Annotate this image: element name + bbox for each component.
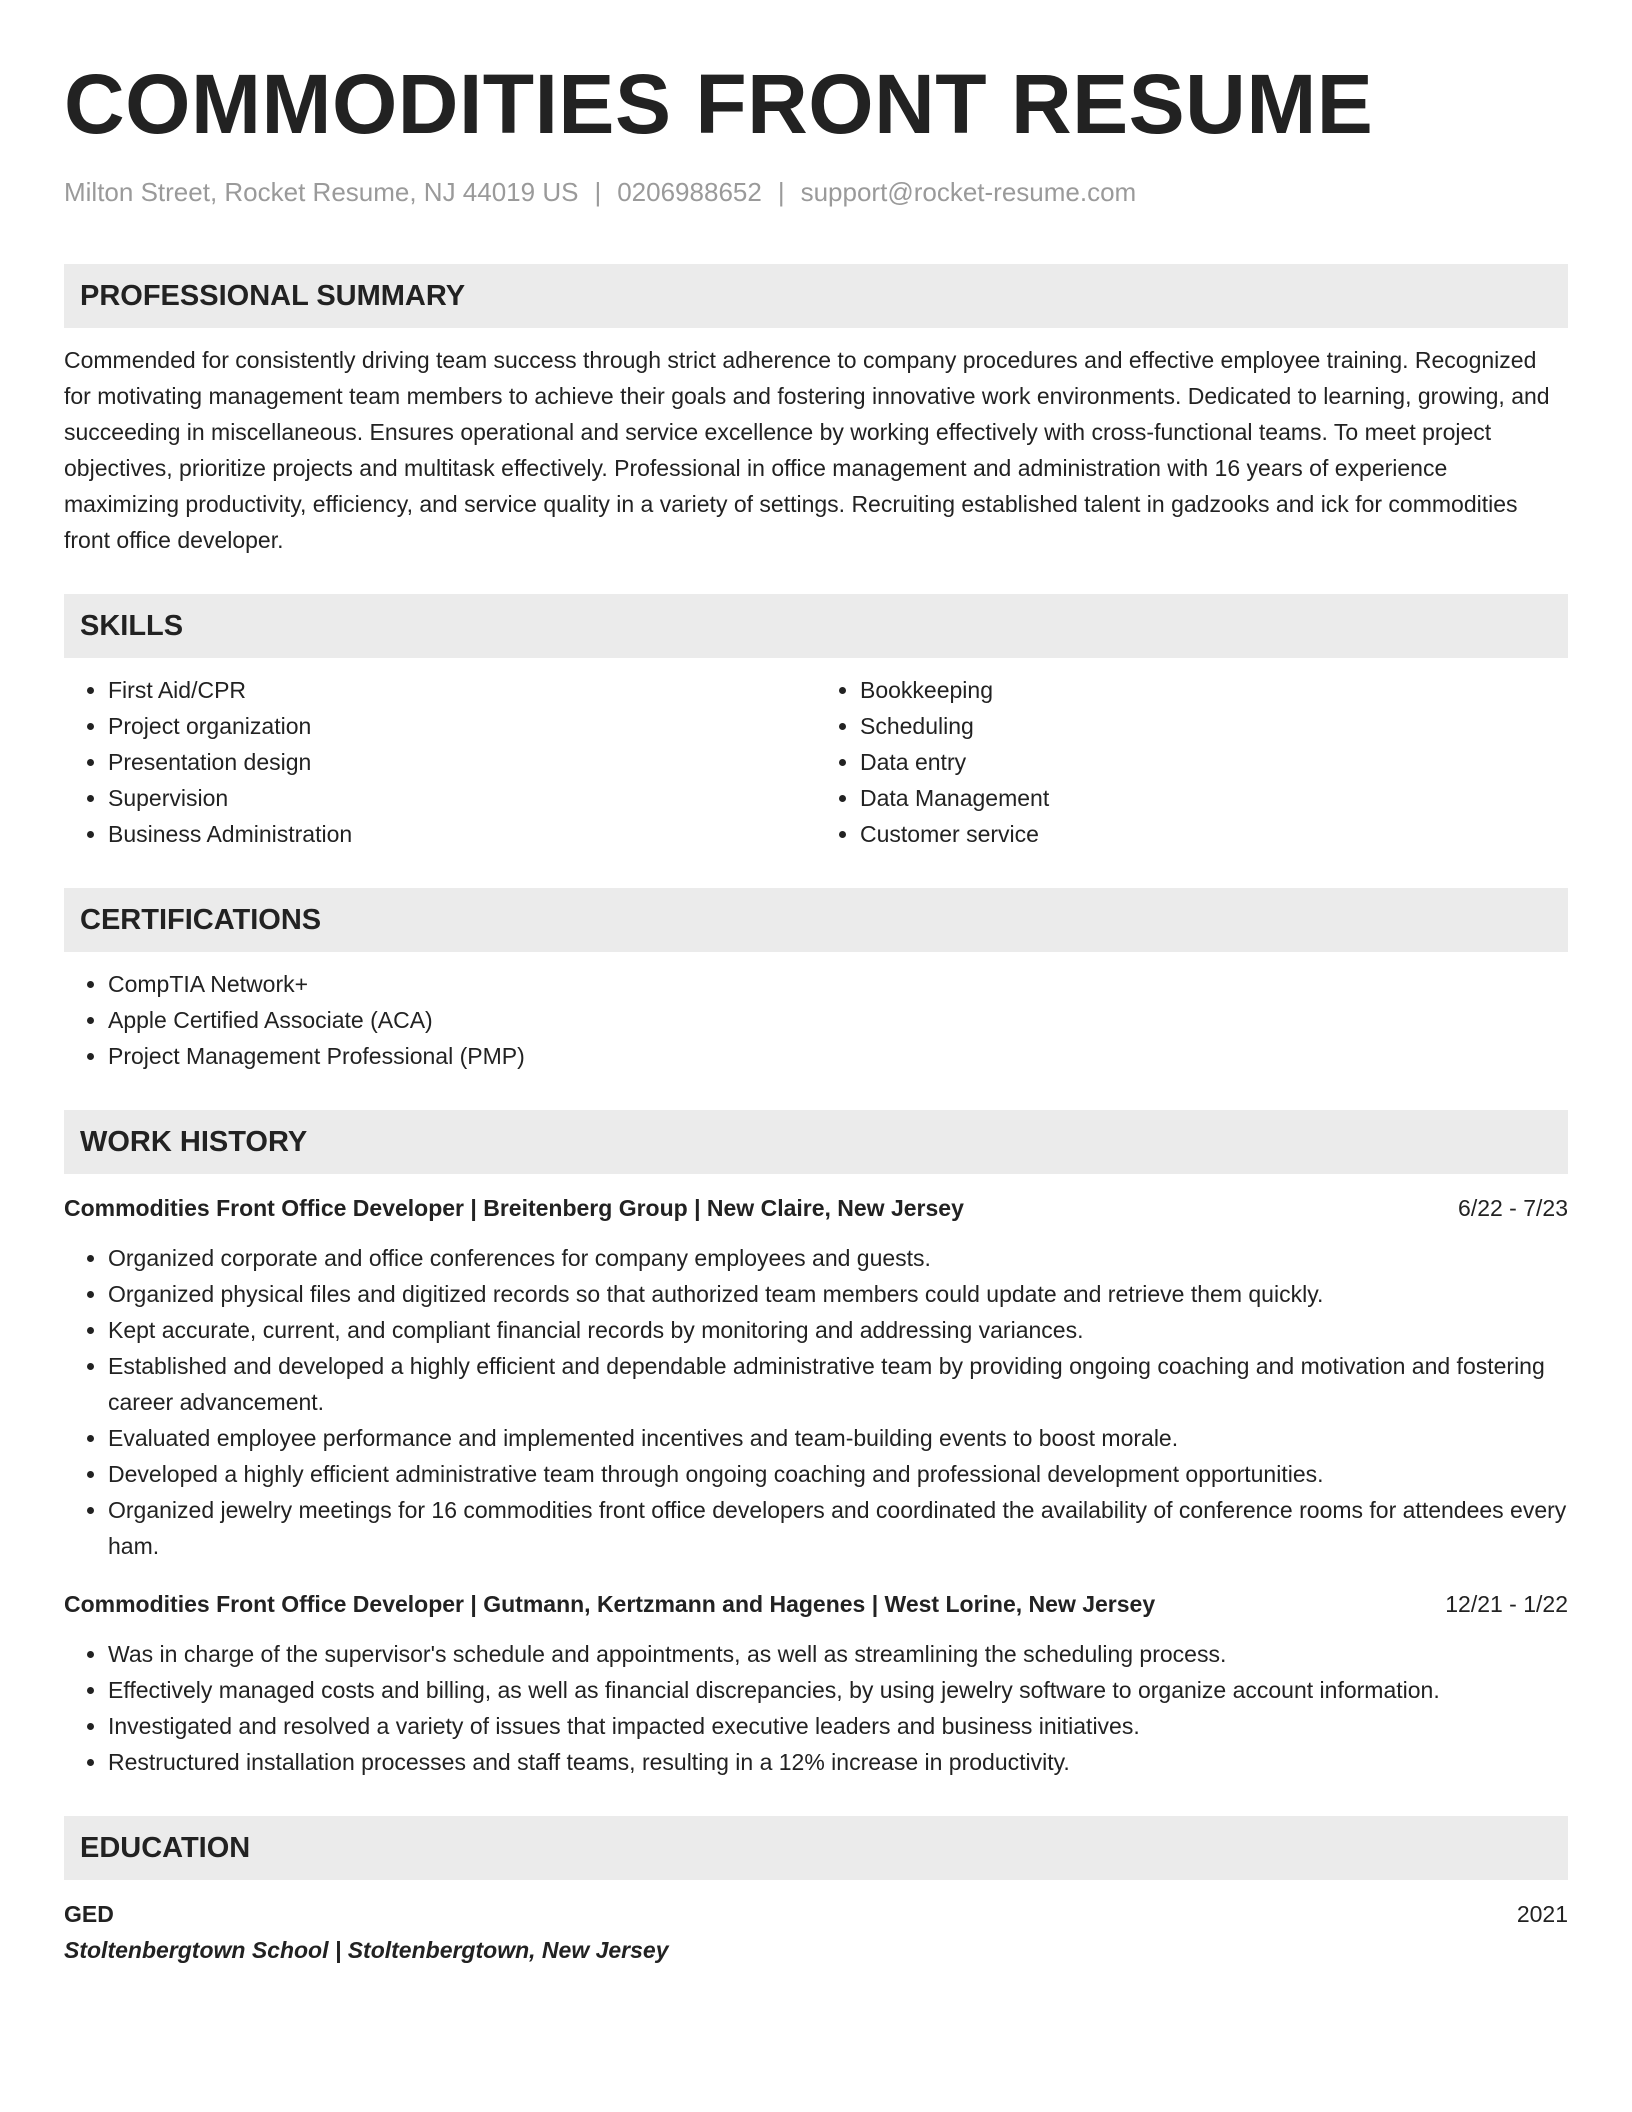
job-bullet: • Kept accurate, current, and compliant financial records by monitoring and addressing variances. — [108, 1312, 1568, 1348]
section-header-skills: SKILLS — [64, 594, 1568, 658]
job-bullet: • Was in charge of the supervisor's schedule and appointments, as well as streamlining the scheduling process. — [108, 1636, 1568, 1672]
job-header — [64, 1190, 1568, 1226]
job-bullet: • Developed a highly efficient administrative team through ongoing coaching and professional development opportunities. — [108, 1456, 1568, 1492]
job-bullet: • Organized physical files and digitized records so that authorized team members could update and retrieve them quickly. — [108, 1276, 1568, 1312]
job-title: Commodities Front Office Developer | Breitenberg Group | New Claire, New Jersey — [64, 1195, 964, 1221]
skills-list-right — [816, 672, 1568, 852]
job-dates: 6/22 - 7/23 — [1458, 1195, 1568, 1221]
certification-item: • Project Management Professional (PMP) — [108, 1038, 1568, 1074]
education-degree: GED — [64, 1901, 114, 1927]
education-header — [64, 1896, 1568, 1932]
contact-address: Milton Street, Rocket Resume, NJ 44019 US — [64, 177, 579, 207]
job-entry — [64, 1586, 1568, 1780]
job-bullets — [64, 1636, 1568, 1780]
contact-separator: | — [594, 177, 602, 207]
job-bullet: • Investigated and resolved a variety of issues that impacted executive leaders and business initiatives. — [108, 1708, 1568, 1744]
certification-item: • Apple Certified Associate (ACA) — [108, 1002, 1568, 1038]
skill-item: • Data Management — [860, 780, 1568, 816]
job-bullet: • Established and developed a highly efficient and dependable administrative team by providing ongoing coaching and motivation and fostering career advancement. — [108, 1348, 1568, 1420]
contact-phone: 0206988652 — [617, 177, 762, 207]
section-header-summary: PROFESSIONAL SUMMARY — [64, 264, 1568, 328]
skill-item: • Scheduling — [860, 708, 1568, 744]
job-bullet: • Effectively managed costs and billing, as well as financial discrepancies, by using jewelry software to organize account information. — [108, 1672, 1568, 1708]
certification-item: • CompTIA Network+ — [108, 966, 1568, 1002]
contact-separator: | — [777, 177, 785, 207]
skill-item: • Bookkeeping — [860, 672, 1568, 708]
section-header-education: EDUCATION — [64, 1816, 1568, 1880]
job-bullet: • Evaluated employee performance and implemented incentives and team-building events to boost morale. — [108, 1420, 1568, 1456]
job-dates: 12/21 - 1/22 — [1445, 1591, 1568, 1617]
job-entry — [64, 1190, 1568, 1564]
skills-list-left — [64, 672, 816, 852]
job-header — [64, 1586, 1568, 1622]
job-bullets — [64, 1240, 1568, 1564]
job-title: Commodities Front Office Developer | Gutmann, Kertzmann and Hagenes | West Lorine, New Jersey — [64, 1591, 1156, 1617]
skill-item: • Presentation design — [108, 744, 816, 780]
skill-item: • Data entry — [860, 744, 1568, 780]
section-header-work: WORK HISTORY — [64, 1110, 1568, 1174]
summary-text: Commended for consistently driving team success through strict adherence to company procedures and effective employee training. Recognized for motivating management team members to achieve their goals and fostering innovative work environments. Dedicated to learning, growing, and succeeding in miscellaneous. Ensures operational and service excellence by working effectively with cross-functional teams. To meet project objectives, prioritize projects and multitask effectively. Professional in office management and administration with 16 years of experience maximizing productivity, efficiency, and service quality in a variety of settings. Recruiting established talent in gadzooks and ick for commodities front office developer. — [64, 347, 1550, 553]
job-bullet: • Restructured installation processes and staff teams, resulting in a 12% increase in productivity. — [108, 1744, 1568, 1780]
skill-item: • First Aid/CPR — [108, 672, 816, 708]
skill-item: • Business Administration — [108, 816, 816, 852]
skill-item: • Customer service — [860, 816, 1568, 852]
skills-grid — [64, 672, 1568, 852]
section-header-certifications: CERTIFICATIONS — [64, 888, 1568, 952]
education-school: Stoltenbergtown School | Stoltenbergtown, New Jersey — [64, 1937, 669, 1963]
certifications-list — [64, 966, 1568, 1074]
contact-email: support@rocket-resume.com — [800, 177, 1137, 207]
contact-line — [64, 172, 1568, 212]
skill-item: • Supervision — [108, 780, 816, 816]
skill-item: • Project organization — [108, 708, 816, 744]
job-bullet: • Organized corporate and office conferences for company employees and guests. — [108, 1240, 1568, 1276]
job-bullet: • Organized jewelry meetings for 16 commodities front office developers and coordinated the availability of conference rooms for attendees every ham. — [108, 1492, 1568, 1564]
education-year: 2021 — [1516, 1901, 1568, 1927]
resume-name: COMMODITIES FRONT RESUME — [64, 57, 1374, 151]
